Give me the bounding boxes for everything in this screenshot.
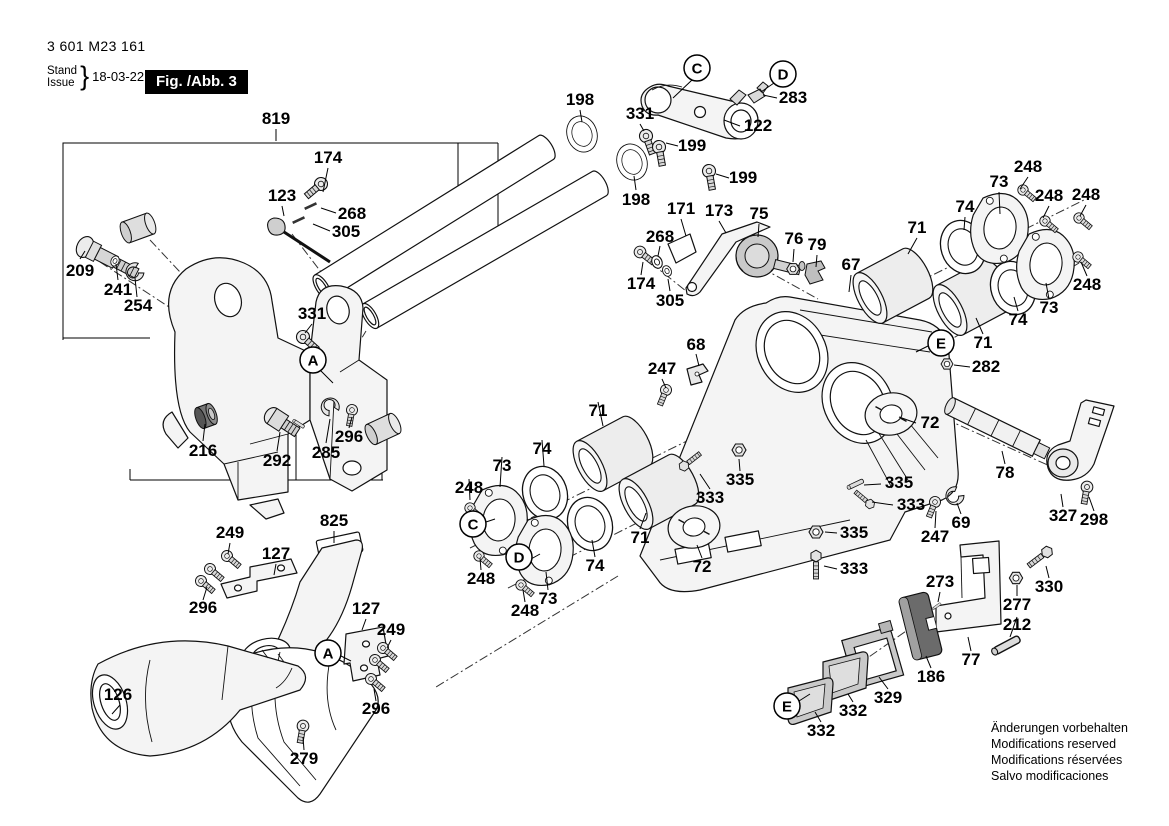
- svg-text:A: A: [307, 352, 319, 370]
- part-label-819: 819: [261, 109, 291, 128]
- part-label-249: 249: [376, 620, 406, 639]
- washer-268: [650, 254, 665, 270]
- part-label-77: 77: [961, 650, 981, 669]
- bolt-333: [811, 550, 821, 579]
- nut-282: [941, 359, 953, 369]
- shaft-78: [942, 396, 1051, 461]
- clip-79: [805, 261, 825, 284]
- part-label-76: 76: [784, 229, 804, 248]
- modifications-notice: [991, 720, 1128, 784]
- notice-line-es: Salvo modificaciones: [991, 769, 1109, 783]
- part-label-305: 305: [331, 222, 361, 241]
- part-label-330: 330: [1034, 577, 1064, 596]
- part-label-247: 247: [920, 527, 950, 546]
- screw-247: [655, 383, 673, 407]
- svg-text:A: A: [322, 645, 334, 663]
- part-label-74: 74: [1008, 310, 1028, 329]
- part-label-212: 212: [1002, 615, 1032, 634]
- part-label-74: 74: [532, 439, 552, 458]
- part-label-331: 331: [297, 304, 327, 323]
- part-label-73: 73: [492, 456, 512, 475]
- part-label-79: 79: [807, 235, 827, 254]
- part-label-127: 127: [351, 599, 381, 618]
- part-label-273: 273: [925, 572, 955, 591]
- callout-C: [684, 55, 710, 81]
- pin-212: [990, 635, 1021, 656]
- part-label-198: 198: [565, 90, 595, 109]
- part-label-254: 254: [123, 296, 153, 315]
- stand-issue-label: Stand Issue: [47, 64, 78, 89]
- part-label-327: 327: [1048, 506, 1078, 525]
- svg-text:D: D: [513, 549, 525, 567]
- part-label-69: 69: [951, 513, 971, 532]
- part-label-73: 73: [1039, 298, 1059, 317]
- part-label-174: 174: [313, 148, 343, 167]
- notice-line-fr: Modifications réservées: [991, 753, 1123, 767]
- part-label-248: 248: [466, 569, 496, 588]
- part-label-209: 209: [65, 261, 95, 280]
- part-label-122: 122: [743, 116, 773, 135]
- part-label-332: 332: [838, 701, 868, 720]
- part-label-198: 198: [621, 190, 651, 209]
- part-label-216: 216: [188, 441, 218, 460]
- part-label-285: 285: [311, 443, 341, 462]
- lever-327: [1047, 400, 1114, 480]
- part-label-74: 74: [955, 197, 975, 216]
- issue-date: 18-03-22: [92, 69, 145, 84]
- part-label-329: 329: [873, 688, 903, 707]
- part-label-71: 71: [907, 218, 927, 237]
- part-label-248: 248: [510, 601, 540, 620]
- part-label-71: 71: [588, 401, 608, 420]
- figure-label: Fig. /Abb. 3: [145, 70, 248, 94]
- lock-washer-305: [292, 216, 305, 224]
- part-label-127: 127: [261, 544, 291, 563]
- type-number: 3 601 M23 161: [47, 38, 146, 54]
- part-label-282: 282: [971, 357, 1001, 376]
- callout-C: [460, 511, 486, 537]
- part-label-78: 78: [995, 463, 1015, 482]
- part-label-335: 335: [725, 470, 755, 489]
- bolt-330: [1026, 544, 1055, 569]
- part-label-296: 296: [334, 427, 364, 446]
- callout-E: [774, 693, 800, 719]
- part-label-283: 283: [778, 88, 808, 107]
- part-label-73: 73: [538, 589, 558, 608]
- part-label-292: 292: [262, 451, 292, 470]
- svg-text:E: E: [935, 335, 947, 353]
- part-label-72: 72: [692, 557, 712, 576]
- part-label-247: 247: [647, 359, 677, 378]
- part-label-333: 333: [896, 495, 926, 514]
- part-label-335: 335: [839, 523, 869, 542]
- part-label-171: 171: [666, 199, 696, 218]
- part-label-126: 126: [103, 685, 133, 704]
- svg-text:C: C: [691, 60, 703, 78]
- part-label-825: 825: [319, 511, 349, 530]
- callout-A: [315, 640, 341, 666]
- svg-text:E: E: [781, 698, 793, 716]
- part-label-174: 174: [626, 274, 656, 293]
- pad-186: [898, 591, 943, 660]
- screw-298: [1078, 480, 1094, 505]
- part-label-173: 173: [704, 201, 734, 220]
- part-label-335: 335: [884, 473, 914, 492]
- lock-washer-268: [304, 202, 317, 210]
- part-label-248: 248: [1034, 186, 1064, 205]
- part-label-248: 248: [1071, 185, 1101, 204]
- part-label-249: 249: [215, 523, 245, 542]
- bushing: [118, 212, 158, 245]
- part-label-68: 68: [686, 335, 706, 354]
- part-label-277: 277: [1002, 595, 1032, 614]
- nut-335: [732, 444, 746, 456]
- cable-clip-283: [730, 82, 768, 105]
- part-label-74: 74: [585, 556, 605, 575]
- callout-D: [770, 61, 796, 87]
- part-label-296: 296: [361, 699, 391, 718]
- part-label-298: 298: [1079, 510, 1109, 529]
- part-label-71: 71: [973, 333, 993, 352]
- tab-68: [687, 364, 708, 385]
- screw-248: [1072, 211, 1094, 232]
- part-label-296: 296: [188, 598, 218, 617]
- part-label-248: 248: [1013, 157, 1043, 176]
- nut-277: [1009, 572, 1022, 583]
- part-label-268: 268: [645, 227, 675, 246]
- part-label-199: 199: [677, 136, 707, 155]
- part-label-75: 75: [749, 204, 769, 223]
- part-label-333: 333: [839, 559, 869, 578]
- part-label-199: 199: [728, 168, 758, 187]
- nut-335: [809, 526, 823, 538]
- part-label-71: 71: [630, 528, 650, 547]
- part-label-248: 248: [1072, 275, 1102, 294]
- notice-line-en: Modifications reserved: [991, 737, 1117, 751]
- callout-A: [300, 347, 326, 373]
- part-label-332: 332: [806, 721, 836, 740]
- part-label-67: 67: [841, 255, 861, 274]
- part-label-248: 248: [454, 478, 484, 497]
- washer-305: [661, 264, 673, 278]
- part-label-73: 73: [989, 172, 1009, 191]
- brace-glyph: }: [80, 61, 90, 91]
- cap-123: [268, 218, 330, 262]
- ring-198: [562, 112, 602, 156]
- part-label-279: 279: [289, 749, 319, 768]
- svg-text:C: C: [467, 516, 479, 534]
- part-label-331: 331: [625, 104, 655, 123]
- callout-D: [506, 544, 532, 570]
- part-label-268: 268: [337, 204, 367, 223]
- part-label-123: 123: [267, 186, 297, 205]
- notice-line-de: Änderungen vorbehalten: [991, 721, 1128, 735]
- part-label-72: 72: [920, 413, 940, 432]
- screw-249: [219, 548, 243, 570]
- part-label-241: 241: [103, 280, 133, 299]
- part-label-333: 333: [695, 488, 725, 507]
- part-label-305: 305: [655, 291, 685, 310]
- nut-76: [787, 264, 800, 275]
- callout-E: [928, 330, 954, 356]
- screw-199: [701, 163, 718, 190]
- svg-text:D: D: [777, 66, 789, 84]
- drawing-header: [47, 38, 146, 92]
- part-label-186: 186: [916, 667, 946, 686]
- strap-127: [221, 559, 297, 598]
